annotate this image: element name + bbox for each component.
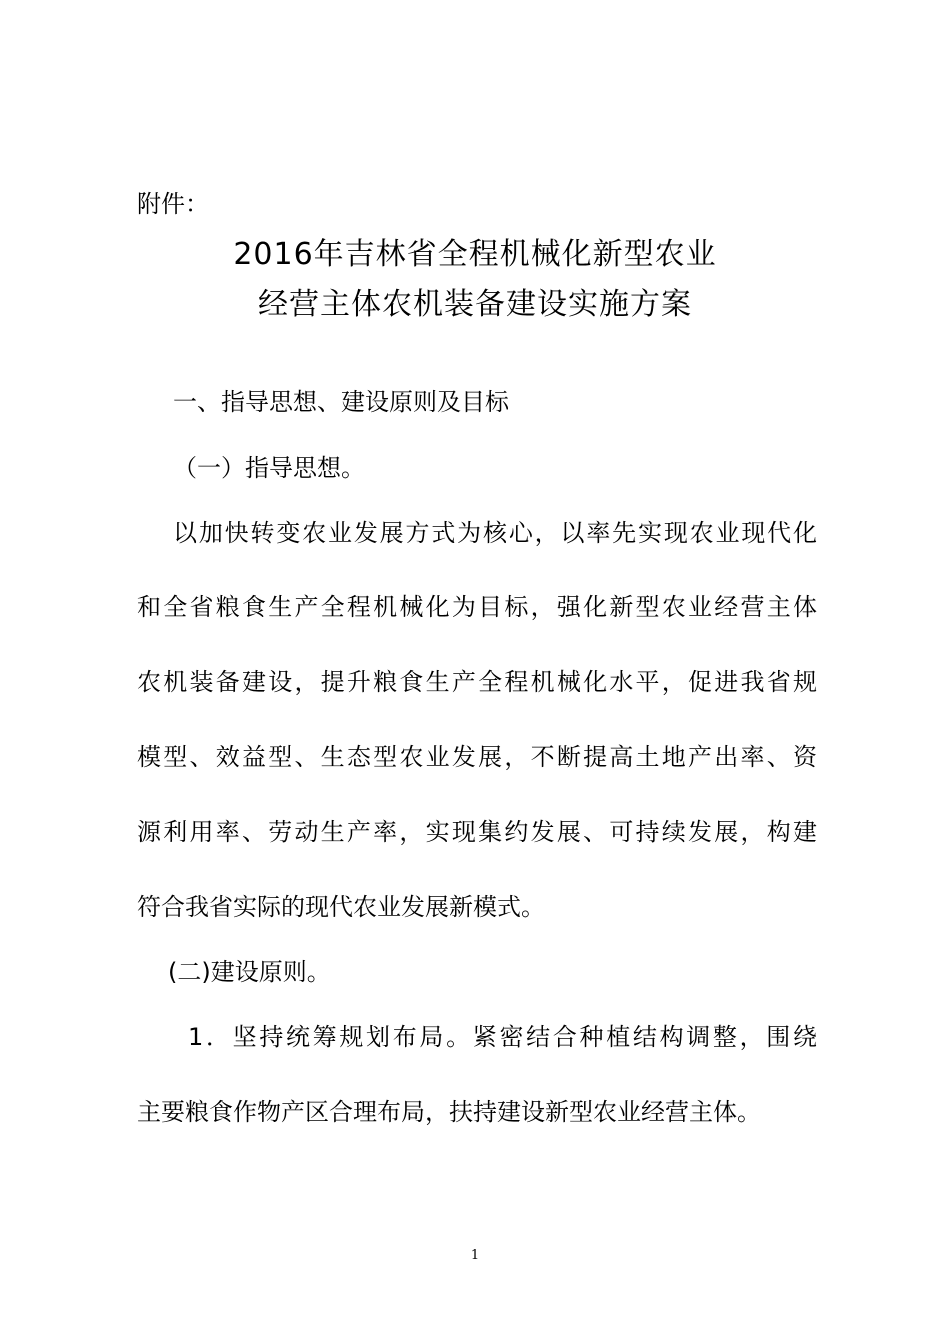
paragraph-line: 源利用率、劳动生产率，实现集约发展、可持续发展，构建 bbox=[137, 818, 817, 846]
paragraph-line: 1．坚持统筹规划布局。紧密结合种植结构调整，围绕 bbox=[188, 1023, 817, 1051]
page-number: 1 bbox=[470, 1248, 480, 1263]
paragraph-line: 和全省粮食生产全程机械化为目标，强化新型农业经营主体 bbox=[137, 593, 817, 621]
paragraph-line: 符合我省实际的现代农业发展新模式。 bbox=[137, 893, 545, 921]
paragraph-line: 以加快转变农业发展方式为核心，以率先实现农业现代化 bbox=[173, 519, 817, 547]
paragraph-line: 模型、效益型、生态型农业发展，不断提高土地产出率、资 bbox=[137, 743, 817, 771]
paragraph-line: 主要粮食作物产区合理布局，扶持建设新型农业经营主体。 bbox=[137, 1098, 761, 1126]
document-title-line-1: 2016年吉林省全程机械化新型农业 bbox=[233, 237, 717, 272]
subsection-heading-guiding-ideology: （一）指导思想。 bbox=[173, 454, 365, 482]
document-title-line-2: 经营主体农机装备建设实施方案 bbox=[258, 287, 692, 322]
subsection-heading-construction-principles: (二)建设原则。 bbox=[168, 958, 331, 986]
section-heading-guiding-principles: 一、指导思想、建设原则及目标 bbox=[173, 388, 509, 416]
paragraph-line: 农机装备建设，提升粮食生产全程机械化水平，促进我省规 bbox=[137, 668, 817, 696]
attachment-label: 附件： bbox=[137, 190, 209, 218]
